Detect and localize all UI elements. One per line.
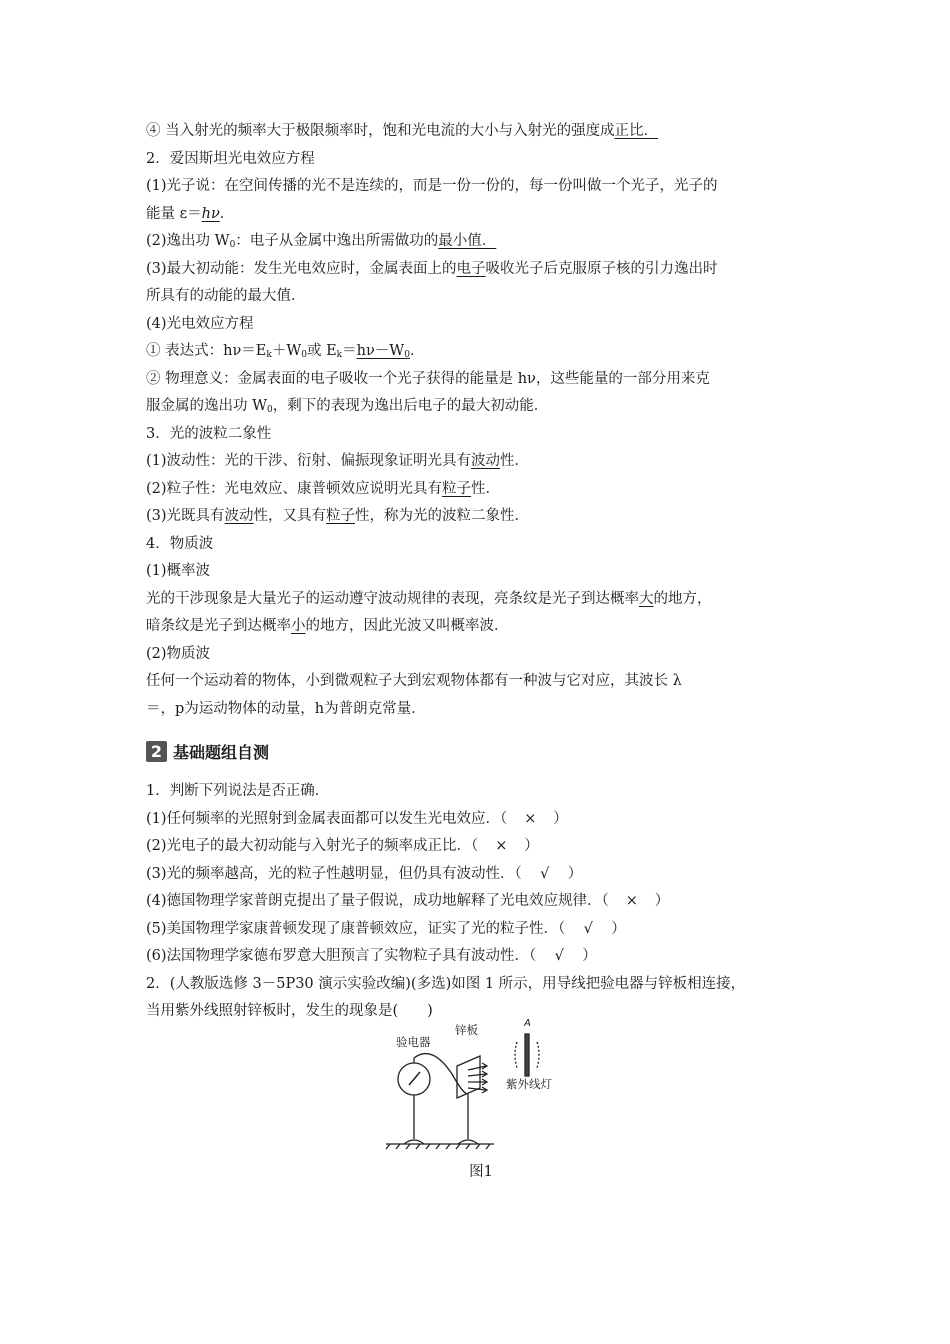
text-line: [146, 283, 816, 311]
label-electroscope: 验电器: [396, 1034, 431, 1049]
text-line: [146, 586, 816, 614]
judgement-statement: (4)德国物理学家普朗克提出了量子假说，成功地解释了光电效应规律．（: [146, 893, 609, 909]
text: 性．: [471, 480, 501, 497]
text-line: [146, 448, 816, 476]
document-page: [146, 118, 816, 1184]
judgement-mark: √: [554, 948, 564, 964]
label-zinc-plate: 锌板: [455, 1022, 478, 1037]
text: (1)波动性：光的干涉、衍射、偏振现象证明光具有: [146, 453, 472, 469]
judgement-item: [146, 888, 816, 916]
uv-lamp: [525, 1034, 529, 1076]
text: 所具有的动能的最大值．: [146, 288, 306, 304]
answer-blank: 粒子: [326, 508, 356, 524]
answer-blank: hν: [201, 205, 220, 222]
text: ）: [567, 865, 583, 882]
text: ）: [611, 920, 626, 937]
text-line: [146, 476, 816, 504]
judgement-list: [146, 806, 816, 971]
judgement-statement: (2)光电子的最大初动能与入射光子的频率成正比．（: [146, 838, 479, 854]
text-line: [146, 998, 816, 1026]
judgement-item: [146, 916, 816, 944]
text: 吸收光子后克服原子核的引力逸出时: [485, 260, 718, 277]
text: (4)光电效应方程: [146, 315, 254, 332]
judgement-mark: ×: [625, 893, 638, 909]
text: (1)概率波: [146, 563, 211, 579]
experiment-figure: [146, 1017, 816, 1160]
text-line: [146, 173, 816, 201]
judgement-item: [146, 861, 816, 889]
label-a: A: [524, 1017, 531, 1029]
text: 4．物质波: [146, 535, 214, 552]
wire: [414, 1053, 467, 1093]
answer-blank: 小: [291, 618, 306, 634]
text: ① 表达式：hν＝E: [146, 343, 267, 359]
text: 的地方，因此光波又叫概率波．: [305, 618, 509, 634]
text-line: [146, 558, 816, 586]
text: 2．爱因斯坦光电效应方程: [146, 150, 315, 167]
text-line: [146, 366, 816, 394]
figure-caption: 图1: [469, 1163, 493, 1180]
text-line: [146, 696, 816, 724]
text: 服金属的逸出功 W: [146, 398, 268, 414]
text: (2)逸出功 W: [146, 233, 230, 249]
answer-blank: 波动: [224, 508, 254, 524]
zinc-plate: [457, 1056, 480, 1098]
text: 1．判断下列说法是否正确．: [146, 783, 330, 799]
judgement-mark: √: [540, 865, 550, 882]
text: (3)最大初动能：发生光电效应时，金属表面上的: [146, 260, 457, 277]
judgement-item: [146, 943, 816, 971]
text-line: [146, 228, 816, 256]
text: (3)光既具有: [146, 508, 225, 524]
text: ：电子从金属中逸出所需做功的: [235, 233, 439, 249]
subscript: 0: [229, 240, 236, 250]
text: 性．: [500, 453, 530, 469]
judgement-statement: (5)美国物理学家康普顿发现了康普顿效应，证实了光的粒子性．（: [146, 920, 566, 937]
text-line: [146, 641, 816, 669]
text: 能量 ε＝: [146, 205, 202, 222]
answer-blank: hν－W: [356, 343, 405, 359]
text: 的地方，: [653, 590, 712, 607]
text: ．: [219, 205, 235, 222]
subscript: k: [336, 350, 343, 360]
text: ）: [524, 838, 539, 854]
subscript: 0: [301, 350, 307, 360]
text: 任何一个运动着的物体，小到微观粒子大到宏观物体都有一种波与它对应，其波长 λ: [146, 673, 682, 689]
judgement-mark: ×: [524, 810, 537, 827]
subscript: 0: [267, 405, 273, 415]
text: (2)物质波: [146, 645, 211, 662]
text: 当用紫外线照射锌板时，发生的现象是( ): [146, 1003, 433, 1019]
text: 光的干涉现象是大量光子的运动遵守波动规律的表现，亮条纹是光子到达概率: [146, 590, 639, 607]
subsection-title: [146, 531, 816, 559]
section-number-badge: 2: [146, 741, 167, 762]
text-line: [146, 201, 816, 229]
judgement-statement: (1)任何频率的光照射到金属表面都可以发生光电效应．（: [146, 810, 508, 827]
text: ＋W: [271, 343, 302, 359]
text-line: [146, 971, 816, 999]
text-line: [146, 503, 816, 531]
text-line: [146, 668, 816, 696]
judgement-mark: ×: [495, 838, 508, 854]
answer-blank: 正比．: [614, 123, 659, 139]
text-line: [146, 256, 816, 284]
judgement-mark: √: [583, 920, 593, 937]
text: ）: [553, 810, 568, 827]
label-uv-lamp: 紫外线灯: [506, 1076, 552, 1091]
subsection-title: [146, 421, 816, 449]
text-line: [146, 393, 816, 421]
text: 3．光的波粒二象性: [146, 425, 272, 442]
text: ＝，p为运动物体的动量，h为普朗克常量．: [146, 700, 426, 717]
text: 暗条纹是光子到达概率: [146, 618, 291, 634]
text: 2．(人教版选修 3－5P30 演示实验改编)(多选)如图 1 所示，用导线把验电器与锌板相连接，: [146, 975, 746, 992]
answer-blank: 最小值．: [438, 233, 497, 249]
text-line: [146, 118, 816, 146]
text: 或 E: [306, 343, 337, 359]
text: ）: [582, 948, 597, 964]
text: ，剩下的表现为逸出后电子的最大初动能．: [272, 398, 549, 414]
text: ．: [409, 343, 425, 359]
subscript: 0: [404, 350, 410, 360]
apparatus-diagram: [382, 1032, 582, 1160]
judgement-item: [146, 833, 816, 861]
text: ④ 当入射光的频率大于极限频率时，饱和光电流的大小与入射光的强度成: [146, 123, 615, 139]
answer-blank: 粒子: [442, 480, 472, 497]
text-line: [146, 613, 816, 641]
text: ）: [654, 893, 670, 909]
text: 性，称为光的波粒二象性．: [355, 508, 530, 524]
text: 性，又具有: [253, 508, 327, 524]
judgement-statement: (3)光的频率越高，光的粒子性越明显，但仍具有波动性．（: [146, 865, 522, 882]
answer-blank: 大: [639, 590, 654, 607]
subsection-title: [146, 146, 816, 174]
equation-line: [146, 338, 816, 366]
judgement-item: [146, 806, 816, 834]
answer-blank: 电子: [456, 260, 486, 277]
text: ② 物理意义：金属表面的电子吸收一个光子获得的能量是 hν，这些能量的一部分用来克: [146, 370, 710, 387]
text: (1)光子说：在空间传播的光不是连续的，而是一份一份的，每一份叫做一个光子，光子的: [146, 178, 718, 194]
subscript: k: [266, 350, 272, 360]
section-heading: [146, 738, 816, 764]
text: (2)粒子性：光电效应、康普顿效应说明光具有: [146, 480, 443, 497]
question-title: [146, 778, 816, 806]
section-title: 基础题组自测: [173, 742, 270, 762]
text: ＝: [342, 343, 357, 359]
answer-blank: 波动: [471, 453, 501, 469]
text-line: [146, 311, 816, 339]
judgement-statement: (6)法国物理学家德布罗意大胆预言了实物粒子具有波动性．（: [146, 948, 537, 964]
